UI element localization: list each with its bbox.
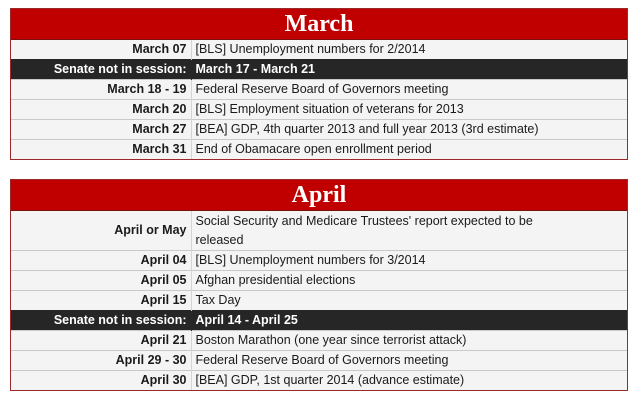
table-row	[11, 80, 627, 100]
event-date: April 04	[11, 251, 191, 271]
event-description: Federal Reserve Board of Governors meeting	[191, 80, 627, 100]
month-header-march: March	[11, 9, 627, 40]
event-description: [BEA] GDP, 4th quarter 2013 and full year 2013 (3rd estimate)	[191, 120, 627, 140]
event-description: Federal Reserve Board of Governors meeting	[191, 351, 627, 371]
april-events-table	[11, 211, 627, 390]
table-row	[11, 271, 627, 291]
event-date: April 30	[11, 371, 191, 391]
event-description: [BLS] Unemployment numbers for 3/2014	[191, 251, 627, 271]
table-row	[11, 211, 627, 251]
table-row	[11, 351, 627, 371]
table-row	[11, 40, 627, 60]
table-row	[11, 100, 627, 120]
table-row	[11, 291, 627, 311]
event-date: April 21	[11, 331, 191, 351]
event-date: March 07	[11, 40, 191, 60]
event-date: April 29 - 30	[11, 351, 191, 371]
senate-recess-row	[11, 60, 627, 80]
senate-recess-dates: March 17 - March 21	[191, 60, 627, 80]
event-date: March 31	[11, 140, 191, 160]
event-description: Social Security and Medicare Trustees' report expected to be released	[195, 213, 533, 247]
event-date: April 15	[11, 291, 191, 311]
event-date: March 18 - 19	[11, 80, 191, 100]
event-description: Boston Marathon (one year since terrorist attack)	[191, 331, 627, 351]
table-row	[11, 251, 627, 271]
event-description: Afghan presidential elections	[191, 271, 627, 291]
senate-recess-row	[11, 311, 627, 331]
event-date: April 05	[11, 271, 191, 291]
event-date: April or May	[11, 211, 191, 251]
event-date: March 20	[11, 100, 191, 120]
senate-recess-label: Senate not in session:	[11, 60, 191, 80]
event-description: [BLS] Unemployment numbers for 2/2014	[195, 42, 426, 56]
event-description: Tax Day	[191, 291, 627, 311]
event-description: [BEA] GDP, 1st quarter 2014 (advance estimate)	[191, 371, 627, 391]
april-section	[10, 179, 628, 391]
march-section	[10, 8, 628, 160]
month-header-april: April	[11, 180, 627, 211]
table-row	[11, 371, 627, 391]
table-row	[11, 331, 627, 351]
march-events-table	[11, 40, 627, 159]
event-description: [BLS] Employment situation of veterans for 2013	[191, 100, 627, 120]
table-row	[11, 140, 627, 160]
event-description: End of Obamacare open enrollment period	[191, 140, 627, 160]
senate-recess-label: Senate not in session:	[11, 311, 191, 331]
event-date: March 27	[11, 120, 191, 140]
table-row	[11, 120, 627, 140]
senate-recess-dates: April 14 - April 25	[191, 311, 627, 331]
